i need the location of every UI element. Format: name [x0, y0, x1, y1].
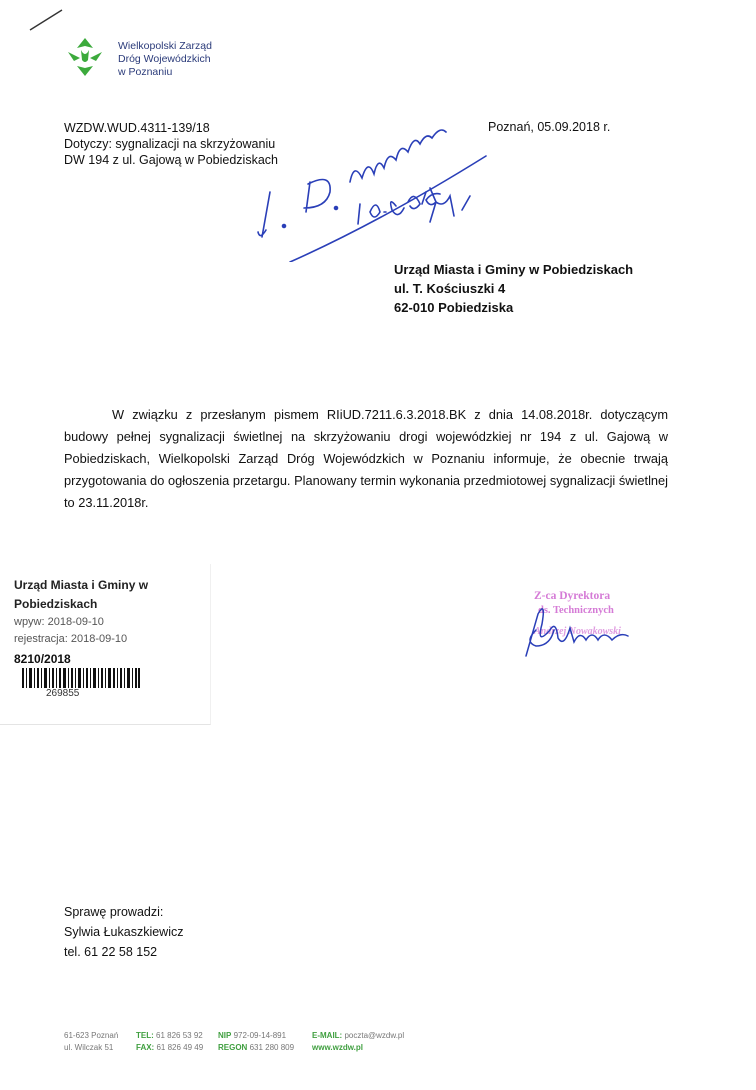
footer-nip-label: NIP	[218, 1031, 232, 1040]
footer-email-label: E-MAIL:	[312, 1031, 343, 1040]
footer-address	[64, 1030, 118, 1054]
subject-line-1: Dotyczy: sygnalizacji na skrzyżowaniu	[64, 137, 276, 151]
addressee-line-3: 62-010 Pobiedziska	[394, 300, 514, 315]
footer-fax-value: 61 826 49 49	[156, 1043, 204, 1052]
letter-body: W związku z przesłanym pismem RIiUD.7211.6.3.2018.BK z dnia 14.08.2018r. dotyczącym budowy pełnej sygnalizacji świetlnej na skrzyżowaniu drogi wojewódzkiej nr 194 z ul. Gajową w Pobiedziskach, Wielkopolski Zarząd Dróg Wojewódzkich w Poznaniu informuje, że obecnie trwają przygotowania do ogłoszenia przetargu. Planowany termin wykonania przedmiotowej sygnalizacji świetlnej to 23.11.2018r.	[64, 407, 668, 510]
footer-phone-fax	[136, 1030, 203, 1054]
reference-block	[64, 120, 278, 168]
subject-line-2: DW 194 z ul. Gajową w Pobiedziskach	[64, 153, 278, 167]
footer-nip-value: 972-09-14-891	[233, 1031, 287, 1040]
footer-regon-value: 631 280 809	[249, 1043, 295, 1052]
reference-number: WZDW.WUD.4311-139/18	[64, 121, 210, 135]
handler-phone: tel. 61 22 58 152	[64, 945, 158, 959]
footer-contact	[312, 1030, 404, 1054]
barcode	[22, 668, 140, 688]
addressee-line-2: ul. T. Kościuszki 4	[394, 281, 506, 296]
footer-tel-label: TEL:	[136, 1031, 154, 1040]
stamp-office-line-2: Pobiedziskach	[14, 597, 98, 611]
corner-pen-mark	[28, 8, 64, 32]
logo-text	[118, 40, 212, 79]
wzdw-logo-icon	[64, 36, 106, 78]
footer-ids	[218, 1030, 294, 1054]
handler-name: Sylwia Łukaszkiewicz	[64, 925, 184, 939]
addressee-line-1: Urząd Miasta i Gminy w Pobiedziskach	[394, 262, 634, 277]
handwritten-signature	[516, 590, 656, 660]
handwritten-annotation	[250, 112, 500, 262]
footer-email-value[interactable]: poczta@wzdw.pl	[344, 1031, 405, 1040]
stamp-office	[14, 576, 148, 614]
addressee-block	[394, 260, 633, 317]
signature-title: Z-ca Dyrektora	[534, 590, 611, 602]
signature-name: Andrzej Nowakowski	[534, 626, 621, 637]
signature-department: ds. Technicznych	[538, 605, 614, 616]
footer-fax-label: FAX:	[136, 1043, 155, 1052]
logo-line-3: w Poznaniu	[118, 66, 173, 78]
stamp-office-line-1: Urząd Miasta i Gminy w	[14, 578, 149, 592]
case-handler	[64, 902, 183, 962]
footer-regon-label: REGON	[218, 1043, 248, 1052]
footer-address-line-2: ul. Wilczak 51	[64, 1043, 114, 1052]
handler-label: Sprawę prowadzi:	[64, 905, 164, 919]
stamp-received-date: wpyw: 2018-09-10	[14, 616, 104, 628]
logo-line-2: Dróg Wojewódzkich	[118, 53, 211, 65]
stamp-registration-date: rejestracja: 2018-09-10	[14, 633, 128, 645]
letter-date: Poznań, 05.09.2018 r.	[488, 120, 611, 134]
barcode-number: 269855	[46, 688, 80, 699]
footer-tel-value: 61 826 53 92	[156, 1031, 203, 1040]
footer-address-line-1: 61-623 Poznań	[64, 1031, 119, 1040]
stamp-registration-number: 8210/2018	[14, 652, 71, 666]
footer-website-link[interactable]: www.wzdw.pl	[312, 1043, 363, 1052]
logo-line-1: Wielkopolski Zarząd	[118, 40, 212, 52]
